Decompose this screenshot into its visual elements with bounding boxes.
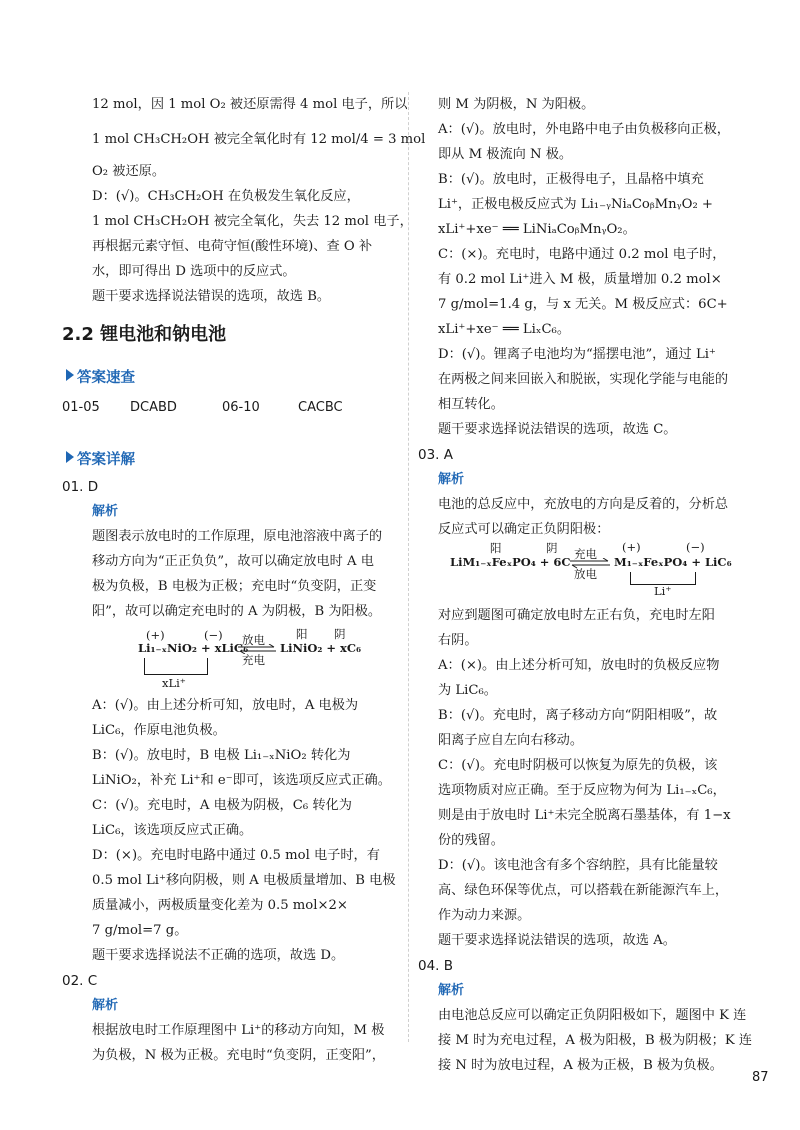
ion-label: xLi⁺ <box>162 676 186 690</box>
text-line: 由电池总反应可以确定正负阴阳极如下，题图中 K 连 <box>438 1008 747 1023</box>
text-line: 对应到题图可确定放电时左正右负，充电时左阳 <box>438 608 715 623</box>
text-line: C：(√)。充电时阴极可以恢复为原先的负极，该 <box>438 758 718 773</box>
column-divider <box>408 92 409 1042</box>
text-line: 7 g/mol=1.4 g，与 x 无关。M 极反应式：6C+ <box>438 297 728 312</box>
text-line: 极为负极，B 电极为正极；充电时“负变阴，正变 <box>92 579 377 594</box>
analysis-label: 解析 <box>92 998 119 1013</box>
text-line: 题图表示放电时的工作原理，原电池溶液中离子的 <box>92 529 383 544</box>
negative-sign: (−) <box>204 628 223 642</box>
text-line: B：(√)。放电时，B 电极 Li₁₋ₓNiO₂ 转化为 <box>92 748 351 763</box>
text-line: xLi⁺+xe⁻ ══ LiNiₐCoᵦMnᵧO₂。 <box>438 222 636 237</box>
text-line: 份的残留。 <box>438 833 504 848</box>
positive-sign: (+) <box>622 540 641 554</box>
ion-migration-bracket <box>144 658 208 675</box>
analysis-label: 解析 <box>92 504 119 519</box>
text-line: 阳”，故可以确定充电时的 A 为阴极，B 为阳极。 <box>92 604 382 619</box>
text-line: LiC₆，作原电池负极。 <box>92 723 226 738</box>
discharge-label: 放电 <box>574 567 597 581</box>
text-line: 为 LiC₆。 <box>438 683 497 698</box>
answer-key: CACBC <box>298 400 343 415</box>
text-line: xLi⁺+xe⁻ ══ LiₓC₆。 <box>438 322 571 337</box>
text-line: 右阴。 <box>438 633 478 648</box>
text-line: 质量减小，两极质量变化差为 0.5 mol×2× <box>92 898 348 913</box>
anode-label: 阳 <box>296 627 308 641</box>
discharge-label: 放电 <box>242 633 265 647</box>
quick-answers-heading: 答案速查 <box>66 366 135 387</box>
text-line: 再根据元素守恒、电荷守恒(酸性环境)、查 O 补 <box>92 239 373 254</box>
text-line: 即从 M 极流向 N 极。 <box>438 147 573 162</box>
analysis-label: 解析 <box>438 983 465 998</box>
text-line: 题干要求选择说法不正确的选项，故选 D。 <box>92 948 345 963</box>
text-line: 0.5 mol Li⁺移向阴极，则 A 电极质量增加、B 电极 <box>92 873 396 888</box>
text-line: A：(√)。由上述分析可知，放电时，A 电极为 <box>92 698 359 713</box>
text-line: LiNiO₂，补充 Li⁺和 e⁻即可，该选项反应式正确。 <box>92 773 391 788</box>
text-line: D：(√)。该电池含有多个容纳腔，具有比能量较 <box>438 858 718 873</box>
text-line: 选项物质对应正确。至于反应物为何为 Li₁₋ₓC₆， <box>438 783 726 798</box>
text-line: D：(×)。充电时电路中通过 0.5 mol 电子时，有 <box>92 848 380 863</box>
cathode-label: 阴 <box>334 627 346 641</box>
ion-label: Li⁺ <box>654 584 672 598</box>
page-number: 87 <box>752 1070 769 1085</box>
text-line: 有 0.2 mol Li⁺进入 M 极，质量增加 0.2 mol× <box>438 272 722 287</box>
text-line: C：(×)。充电时，电路中通过 0.2 mol 电子时， <box>438 247 726 262</box>
text-line: O₂ 被还原。 <box>92 164 166 179</box>
question-number: 03. A <box>418 447 453 463</box>
question-number: 01. D <box>62 479 99 495</box>
text-line: A：(×)。由上述分析可知，放电时的负极反应物 <box>438 658 720 673</box>
text-line: Li⁺，正极电极反应式为 Li₁₋ᵧNiₐCoᵦMnᵧO₂ + <box>438 197 713 212</box>
text-line: 题干要求选择说法错误的选项，故选 C。 <box>438 422 677 437</box>
text-line: 水，即可得出 D 选项中的反应式。 <box>92 264 296 279</box>
text-line: 接 N 时为放电过程，A 极为正极，B 极为负极。 <box>438 1058 723 1073</box>
text-line: D：(√)。锂离子电池均为“摇摆电池”，通过 Li⁺ <box>438 347 716 362</box>
text-line: D：(√)。CH₃CH₂OH 在负极发生氧化反应， <box>92 189 360 204</box>
answer-range: 01-05 <box>62 400 100 415</box>
equation-lhs: LiM₁₋ₓFeₓPO₄ + 6C <box>450 555 571 569</box>
analysis-label: 解析 <box>438 472 465 487</box>
text-line: 题干要求选择说法错误的选项，故选 A。 <box>438 933 676 948</box>
detailed-answers-heading: 答案详解 <box>66 448 135 469</box>
charge-label: 充电 <box>242 653 265 667</box>
text-line: 1 mol CH₃CH₂OH 被完全氧化，失去 12 mol 电子， <box>92 214 413 229</box>
text-line: 作为动力来源。 <box>438 908 531 923</box>
text-line: C：(√)。充电时，A 电极为阴极，C₆ 转化为 <box>92 798 352 813</box>
text-line: 反应式可以确定正负阴阳极： <box>438 522 610 537</box>
text-line: 12 mol，因 1 mol O₂ 被还原需得 4 mol 电子，所以 <box>92 97 408 112</box>
section-title: 2.2 锂电池和钠电池 <box>62 324 227 345</box>
question-number: 04. B <box>418 958 454 974</box>
text-line: 阳离子应自左向右移动。 <box>438 733 584 748</box>
text-line: A：(√)。放电时，外电路中电子由负极移向正极， <box>438 122 730 137</box>
text-line: B：(√)。充电时，离子移动方向“阴阳相吸”，故 <box>438 708 718 723</box>
text-line: 则是由于放电时 Li⁺未完全脱离石墨基体，有 1−x <box>438 808 731 823</box>
charge-label: 充电 <box>574 547 597 561</box>
text-line: 为负极，N 极为正极。充电时“负变阴，正变阳”， <box>92 1048 385 1063</box>
text-line: 接 M 时为充电过程，A 极为阳极，B 极为阴极；K 连 <box>438 1033 753 1048</box>
text-line: 1 mol CH₃CH₂OH 被完全氧化时有 12 mol/4 = 3 mol <box>92 132 426 147</box>
answer-key: DCABD <box>130 400 177 415</box>
text-line: B：(√)。放电时，正极得电子，且晶格中填充 <box>438 172 704 187</box>
question-number: 02. C <box>62 973 98 989</box>
answer-range: 06-10 <box>222 400 260 415</box>
negative-sign: (−) <box>686 540 705 554</box>
text-line: 高、绿色环保等优点，可以搭载在新能源汽车上， <box>438 883 729 898</box>
triangle-icon <box>66 451 74 463</box>
reaction-equation-1 <box>138 628 368 690</box>
equation-lhs: Li₁₋ₓNiO₂ + xLiC₆ <box>138 641 249 655</box>
triangle-icon <box>66 369 74 381</box>
cathode-label: 阴 <box>546 541 558 555</box>
reaction-equation-2 <box>450 540 740 600</box>
text-line: 相互转化。 <box>438 397 504 412</box>
text-line: 则 M 为阴极，N 为阳极。 <box>438 97 595 112</box>
text-line: 电池的总反应中，充放电的方向是反着的，分析总 <box>438 497 729 512</box>
text-line: 在两极之间来回嵌入和脱嵌，实现化学能与电能的 <box>438 372 729 387</box>
positive-sign: (+) <box>146 628 165 642</box>
text-line: LiC₆，该选项反应式正确。 <box>92 823 253 838</box>
anode-label: 阳 <box>490 541 502 555</box>
equation-rhs: M₁₋ₓFeₓPO₄ + LiC₆ <box>614 555 732 569</box>
equation-rhs: LiNiO₂ + xC₆ <box>280 641 362 655</box>
text-line: 根据放电时工作原理图中 Li⁺的移动方向知，M 极 <box>92 1023 385 1038</box>
text-line: 移动方向为“正正负负”，故可以确定放电时 A 电 <box>92 554 374 569</box>
text-line: 7 g/mol=7 g。 <box>92 923 188 938</box>
text-line: 题干要求选择说法错误的选项，故选 B。 <box>92 289 331 304</box>
